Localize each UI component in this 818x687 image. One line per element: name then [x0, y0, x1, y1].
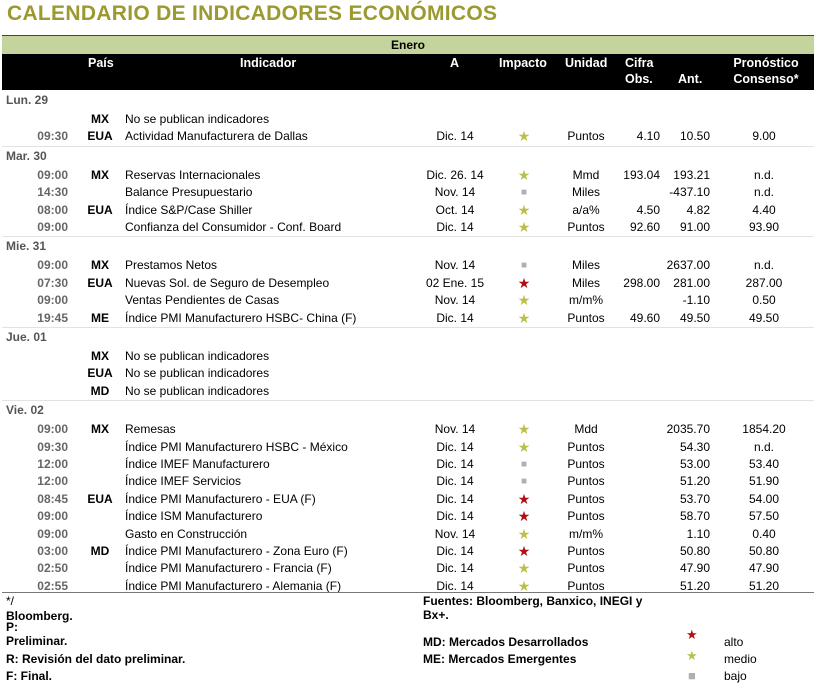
- table-row: [0, 219, 818, 236]
- table-row: [0, 292, 818, 309]
- cell-country: EUA: [87, 366, 113, 381]
- cell-time: 02:55: [37, 578, 68, 593]
- cell-forecast: 51.20: [748, 578, 780, 593]
- cell-prev: 51.20: [679, 474, 710, 489]
- impact-medium-star-icon: ★: [517, 309, 531, 326]
- cell-time: 02:50: [37, 561, 68, 576]
- cell-period: Nov. 14: [434, 526, 476, 541]
- cell-prev: 51.20: [679, 578, 710, 593]
- impact-medium-star-icon: ★: [517, 577, 531, 594]
- cell-unit: Puntos: [567, 220, 605, 234]
- cell-unit: a/a%: [572, 202, 600, 217]
- footer-note-4: Preliminar.: [6, 634, 68, 648]
- cell-period: Dic. 14: [436, 457, 474, 471]
- cell-time: 12:00: [37, 457, 68, 471]
- table-row: [0, 439, 818, 456]
- cell-indicator: Prestamos Netos: [125, 258, 218, 273]
- cell-period: Dic. 14: [436, 310, 474, 325]
- cell-country: MX: [91, 349, 109, 363]
- header-obs: Obs.: [625, 72, 653, 86]
- cell-period: Dic. 14: [436, 474, 474, 489]
- day-header-row: [0, 329, 818, 346]
- cell-unit: Puntos: [567, 129, 605, 144]
- cell-prev: 2035.70: [666, 422, 710, 437]
- cell-period: Dic. 14: [436, 129, 474, 144]
- footer-note-3: P:: [6, 620, 18, 634]
- impact-medium-star-icon: ★: [517, 201, 531, 218]
- cell-country: MX: [91, 112, 109, 126]
- cell-country: EUA: [87, 129, 113, 144]
- table-row: [0, 348, 818, 365]
- cell-obs: 4.10: [636, 129, 660, 144]
- impact-high-star-icon: ★: [517, 543, 531, 559]
- cell-time: 09:00: [37, 509, 68, 524]
- header-pais: País: [88, 56, 114, 70]
- cell-prev: 47.90: [679, 561, 710, 576]
- cell-forecast: 54.00: [748, 491, 780, 506]
- header-a: A: [450, 56, 460, 70]
- table-row: [0, 310, 818, 327]
- cell-period: 02 Ene. 15: [425, 275, 485, 290]
- cell-prev: 10.50: [679, 129, 710, 144]
- table-row: [0, 202, 818, 219]
- cell-unit: Miles: [571, 185, 600, 200]
- cell-country: EUA: [87, 275, 113, 290]
- legend-bajo-label: bajo: [724, 669, 747, 683]
- cell-unit: Puntos: [567, 439, 605, 454]
- cell-country: MD: [90, 544, 110, 558]
- cell-indicator: Índice IMEF Manufacturero: [125, 457, 270, 471]
- cell-unit: Puntos: [567, 491, 605, 506]
- cell-indicator: Gasto en Construcción: [125, 526, 248, 541]
- cell-indicator: No se publican indicadores: [125, 112, 270, 126]
- cell-indicator: No se publican indicadores: [125, 383, 270, 398]
- cell-prev: 53.00: [679, 457, 710, 471]
- cell-country: ME: [91, 310, 109, 325]
- cell-time: 09:30: [37, 129, 68, 144]
- cell-time: 14:30: [37, 185, 68, 200]
- cell-prev: -1.10: [682, 293, 710, 308]
- cell-country: MX: [91, 422, 109, 437]
- cell-indicator: Índice PMI Manufacturero - EUA (F): [125, 491, 316, 506]
- cell-period: Nov. 14: [434, 422, 476, 437]
- cell-indicator: Índice ISM Manufacturero: [125, 509, 263, 524]
- cell-prev: 49.50: [679, 310, 710, 325]
- cell-time: 09:00: [37, 220, 68, 234]
- day-divider: [2, 400, 814, 401]
- month-band: Enero: [2, 35, 814, 54]
- cell-indicator: Confianza del Consumidor - Conf. Board: [125, 220, 342, 234]
- cell-forecast: 1854.20: [742, 422, 786, 437]
- cell-period: Dic. 26. 14: [426, 167, 484, 182]
- cell-indicator: Índice PMI Manufacturero - Alemania (F): [125, 578, 342, 593]
- impact-medium-star-icon: ★: [517, 438, 531, 455]
- impact-low-square-icon: ■: [520, 476, 528, 488]
- header-cifra: Cifra: [625, 56, 654, 70]
- cell-forecast: 49.50: [748, 310, 780, 325]
- cell-period: Dic. 14: [436, 439, 474, 454]
- cell-prev: 281.00: [673, 275, 710, 290]
- impact-high-star-icon: ★: [517, 490, 531, 507]
- cell-time: 08:00: [37, 202, 68, 217]
- impact-medium-star-icon: ★: [517, 421, 531, 438]
- day-divider: [2, 146, 814, 147]
- cell-forecast: 47.90: [748, 561, 780, 576]
- cell-forecast: n.d.: [753, 439, 774, 454]
- impact-low-square-icon: ■: [520, 459, 528, 470]
- cell-obs: 4.50: [636, 202, 660, 217]
- cell-forecast: 0.50: [752, 293, 776, 308]
- table-row: [0, 275, 818, 292]
- cell-unit: Puntos: [567, 578, 605, 593]
- cell-indicator: Nuevas Sol. de Seguro de Desempleo: [125, 275, 330, 290]
- impact-medium-star-icon: ★: [517, 166, 531, 183]
- day-label: Jue. 01: [6, 330, 47, 344]
- cell-period: Dic. 14: [436, 220, 474, 234]
- cell-unit: Miles: [571, 275, 600, 290]
- table-row: [0, 111, 818, 128]
- table-row: [0, 491, 818, 508]
- cell-country: EUA: [87, 491, 113, 506]
- table-row: [0, 167, 818, 184]
- impact-medium-star-icon: ★: [517, 292, 531, 309]
- cell-indicator: Índice PMI Manufacturero - Zona Euro (F): [125, 544, 348, 558]
- header-consenso: Consenso*: [733, 72, 799, 86]
- table-row: [0, 257, 818, 274]
- cell-prev: 91.00: [679, 220, 710, 234]
- cell-unit: m/m%: [569, 526, 603, 541]
- table-row: [0, 128, 818, 145]
- impact-low-square-icon: ■: [520, 187, 528, 199]
- cell-indicator: Índice PMI Manufacturero HSBC- China (F): [125, 310, 357, 325]
- header-ant: Ant.: [678, 72, 703, 86]
- cell-country: EUA: [87, 202, 113, 217]
- cell-forecast: 50.80: [748, 544, 780, 558]
- cell-forecast: n.d.: [753, 185, 774, 200]
- impact-high-star-icon: ★: [517, 508, 531, 525]
- cell-time: 19:45: [37, 310, 68, 325]
- legend-bajo-square-icon: ■: [688, 668, 696, 683]
- cell-unit: Puntos: [567, 509, 605, 524]
- cell-prev: 1.10: [686, 526, 710, 541]
- cell-prev: 2637.00: [666, 258, 710, 273]
- impact-medium-star-icon: ★: [517, 128, 531, 145]
- day-label: Mar. 30: [6, 148, 47, 163]
- cell-indicator: Índice S&P/Case Shiller: [125, 202, 253, 217]
- table-row: [0, 421, 818, 438]
- cell-time: 03:00: [37, 544, 68, 558]
- legend-alto-star-icon: ★: [686, 627, 698, 642]
- table-row: [0, 365, 818, 382]
- cell-prev: 4.82: [686, 202, 710, 217]
- cell-indicator: Actividad Manufacturera de Dallas: [125, 129, 308, 144]
- day-header-row: [0, 402, 818, 419]
- table-row: [0, 473, 818, 490]
- day-divider: [2, 327, 814, 328]
- cell-obs: 298.00: [623, 275, 660, 290]
- cell-time: 09:30: [37, 439, 68, 454]
- header-pronostico: Pronóstico: [733, 56, 799, 70]
- cell-period: Dic. 14: [436, 578, 474, 593]
- cell-indicator: No se publican indicadores: [125, 366, 270, 381]
- cell-prev: 54.30: [679, 439, 710, 454]
- footer-note-5: R: Revisión del dato preliminar.: [6, 652, 186, 666]
- cell-prev: 58.70: [679, 509, 710, 524]
- day-header-row: [0, 92, 818, 109]
- cell-period: Nov. 14: [434, 293, 476, 308]
- cell-prev: 50.80: [679, 544, 710, 558]
- cell-period: Dic. 14: [436, 561, 474, 576]
- cell-indicator: Índice PMI Manufacturero HSBC - México: [125, 439, 348, 454]
- cell-unit: Puntos: [567, 544, 605, 558]
- cell-time: 08:45: [37, 491, 68, 506]
- cell-indicator: Reservas Internacionales: [125, 167, 261, 182]
- cell-unit: m/m%: [569, 293, 603, 308]
- cell-forecast: n.d.: [753, 167, 774, 182]
- cell-forecast: 9.00: [752, 129, 776, 144]
- cell-forecast: 287.00: [745, 275, 783, 290]
- cell-indicator: Ventas Pendientes de Casas: [125, 293, 280, 308]
- cell-forecast: 57.50: [748, 509, 780, 524]
- cell-time: 09:00: [37, 258, 68, 273]
- cell-unit: Puntos: [567, 474, 605, 489]
- impact-medium-star-icon: ★: [517, 219, 531, 235]
- impact-medium-star-icon: ★: [517, 560, 531, 577]
- cell-time: 09:00: [37, 167, 68, 182]
- cell-unit: Mmd: [572, 167, 600, 182]
- cell-forecast: n.d.: [753, 258, 774, 273]
- table-header: [2, 54, 814, 90]
- cell-unit: Miles: [571, 258, 600, 273]
- table-row: [0, 184, 818, 201]
- table-row: [0, 543, 818, 560]
- cell-indicator: No se publican indicadores: [125, 349, 270, 363]
- table-row: [0, 526, 818, 543]
- cell-prev: -437.10: [669, 185, 710, 200]
- cell-forecast: 4.40: [752, 202, 776, 217]
- cell-time: 09:00: [37, 526, 68, 541]
- cell-unit: Puntos: [567, 561, 605, 576]
- cell-period: Nov. 14: [434, 258, 476, 273]
- cell-period: Oct. 14: [435, 202, 475, 217]
- cell-country: MD: [90, 383, 110, 398]
- page-title: CALENDARIO DE INDICADORES ECONÓMICOS: [7, 2, 498, 25]
- day-header-row: [0, 148, 818, 165]
- footer-divider: [2, 592, 814, 593]
- impact-low-square-icon: ■: [520, 260, 528, 272]
- day-header-row: [0, 238, 818, 255]
- header-impacto: Impacto: [499, 56, 547, 70]
- footer-me: ME: Mercados Emergentes: [423, 652, 577, 666]
- cell-time: 09:00: [37, 422, 68, 437]
- footer-note-6: F: Final.: [6, 669, 52, 683]
- cell-obs: 193.04: [623, 167, 660, 182]
- legend-medio-label: medio: [724, 652, 757, 666]
- cell-unit: Puntos: [567, 457, 605, 471]
- cell-period: Dic. 14: [436, 509, 474, 524]
- cell-country: MX: [91, 258, 109, 273]
- cell-unit: Mdd: [574, 422, 598, 437]
- table-row: [0, 560, 818, 577]
- day-divider: [2, 236, 814, 237]
- table-row: [0, 383, 818, 400]
- cell-forecast: 93.90: [748, 220, 780, 234]
- day-label: Lun. 29: [6, 93, 49, 107]
- cell-prev: 53.70: [679, 491, 710, 506]
- legend-medio-star-icon: ★: [686, 648, 698, 663]
- cell-country: MX: [91, 167, 109, 182]
- cell-time: 07:30: [37, 275, 68, 290]
- footer-sources-2: Bx+.: [423, 608, 449, 622]
- cell-unit: Puntos: [567, 310, 605, 325]
- impact-high-star-icon: ★: [517, 274, 531, 291]
- cell-indicator: Remesas: [125, 422, 176, 437]
- cell-forecast: 53.40: [748, 457, 780, 471]
- cell-prev: 193.21: [673, 167, 710, 182]
- footer-note-2: Bloomberg.: [6, 609, 73, 623]
- cell-forecast: 51.90: [748, 474, 780, 489]
- cell-indicator: Índice PMI Manufacturero - Francia (F): [125, 561, 332, 576]
- cell-time: 09:00: [37, 293, 68, 308]
- cell-obs: 49.60: [629, 310, 660, 325]
- header-unidad: Unidad: [565, 56, 608, 70]
- day-label: Mie. 31: [6, 239, 47, 254]
- cell-period: Dic. 14: [436, 544, 474, 558]
- cell-indicator: Balance Presupuestario: [125, 185, 253, 200]
- cell-obs: 92.60: [629, 220, 660, 234]
- table-row: [0, 456, 818, 473]
- cell-time: 12:00: [37, 474, 68, 489]
- table-row: [0, 508, 818, 525]
- footer-md: MD: Mercados Desarrollados: [423, 635, 589, 649]
- footer-sources-1: Fuentes: Bloomberg, Banxico, INEGI y: [423, 594, 643, 608]
- cell-period: Nov. 14: [434, 185, 476, 200]
- cell-indicator: Índice IMEF Servicios: [125, 474, 242, 489]
- footer-note-1: */: [6, 594, 15, 608]
- cell-period: Dic. 14: [436, 491, 474, 506]
- header-indicador: Indicador: [240, 56, 297, 70]
- legend-alto-label: alto: [724, 635, 744, 649]
- impact-medium-star-icon: ★: [517, 525, 531, 542]
- day-label: Vie. 02: [6, 403, 44, 418]
- cell-forecast: 0.40: [752, 526, 776, 541]
